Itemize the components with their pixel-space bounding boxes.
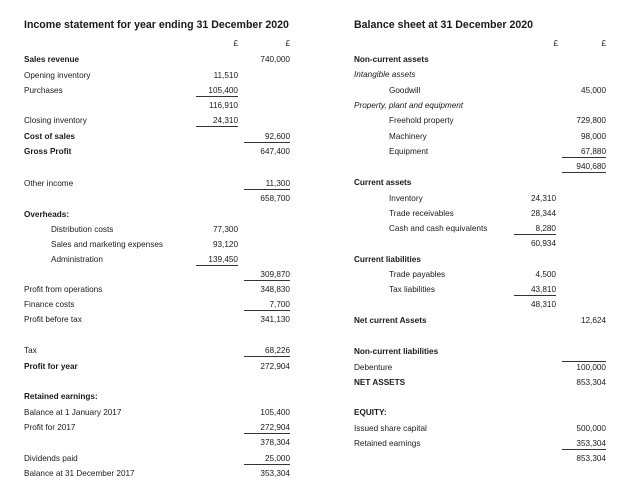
overheads-label: Overheads: (24, 210, 70, 219)
finance-costs-label: Finance costs (24, 300, 75, 309)
equity-label: EQUITY: (354, 408, 387, 417)
profit-2017-value: 272,904 (244, 422, 290, 434)
freehold-value: 729,800 (576, 116, 606, 125)
inventory-label: Inventory (389, 194, 423, 203)
dividends-paid-label: Dividends paid (24, 454, 78, 463)
profit-2017-label: Profit for 2017 (24, 423, 76, 432)
sales-marketing-value: 93,120 (212, 240, 238, 249)
dividends-paid-value: 25,000 (244, 453, 290, 465)
net-assets-value: 853,304 (576, 378, 606, 387)
sales-revenue-label: Sales revenue (24, 55, 80, 64)
share-capital-label: Issued share capital (354, 424, 427, 433)
profit-operations-value: 348,830 (260, 285, 290, 294)
equipment-label: Equipment (389, 147, 429, 156)
cash-value: 8,280 (514, 223, 556, 235)
trade-receivables-label: Trade receivables (389, 209, 454, 218)
current-assets-label: Current assets (354, 178, 412, 187)
debenture-value: 100,000 (562, 361, 606, 373)
profit-before-tax-label: Profit before tax (24, 315, 82, 324)
sales-marketing-label: Sales and marketing expenses (51, 240, 163, 249)
closing-inventory-label: Closing inventory (24, 116, 87, 125)
currency-header-col1: £ (233, 39, 238, 48)
finance-costs-value: 7,700 (244, 299, 290, 311)
bs-currency-col1: £ (553, 39, 558, 48)
tax-liabilities-label: Tax liabilities (389, 285, 435, 294)
trade-payables-label: Trade payables (389, 270, 446, 279)
net-current-assets-label: Net current Assets (354, 316, 427, 325)
share-capital-value: 500,000 (576, 424, 606, 433)
retained-earnings-heading: Retained earnings: (24, 392, 98, 401)
equipment-value: 67,880 (562, 146, 606, 158)
administration-label: Administration (51, 255, 103, 264)
tax-value: 68,226 (244, 345, 290, 357)
gross-profit-label: Gross Profit (24, 147, 72, 156)
machinery-value: 98,000 (580, 132, 606, 141)
overheads-total-value: 309,870 (244, 269, 290, 281)
trade-receivables-value: 28,344 (530, 209, 556, 218)
balance-start-value: 105,400 (260, 408, 290, 417)
sales-revenue-value: 740,000 (260, 55, 290, 64)
currency-header-col2: £ (285, 39, 290, 48)
equity-total-value: 853,304 (576, 454, 606, 463)
profit-before-tax-value: 341,130 (260, 315, 290, 324)
retained-earnings-label: Retained earnings (354, 439, 421, 448)
purchases-value: 105,400 (196, 85, 238, 97)
tax-label: Tax (24, 346, 37, 355)
opening-inventory-label: Opening inventory (24, 71, 91, 80)
machinery-label: Machinery (389, 132, 427, 141)
goodwill-label: Goodwill (389, 86, 421, 95)
after-other-income-value: 658,700 (260, 194, 290, 203)
inventory-value: 24,310 (530, 194, 556, 203)
profit-for-year-label: Profit for year (24, 362, 78, 371)
tax-liabilities-value: 43,810 (514, 284, 556, 296)
balance-sheet-title: Balance sheet at 31 December 2020 (354, 19, 534, 31)
intangible-assets-label: Intangible assets (354, 70, 416, 79)
cost-of-sales-value: 92,600 (244, 131, 290, 143)
freehold-label: Freehold property (389, 116, 454, 125)
current-liabilities-total-value: 48,310 (530, 300, 556, 309)
distribution-costs-label: Distribution costs (51, 225, 114, 234)
administration-value: 139,450 (196, 254, 238, 266)
debenture-label: Debenture (354, 363, 393, 372)
goodwill-value: 45,000 (580, 86, 606, 95)
balance-start-label: Balance at 1 January 2017 (24, 408, 122, 417)
cash-label: Cash and cash equivalents (389, 224, 488, 233)
other-income-label: Other income (24, 179, 74, 188)
income-statement-title: Income statement for year ending 31 December 2020 (24, 19, 289, 31)
retained-subtotal-value: 378,304 (260, 438, 290, 447)
balance-end-label: Balance at 31 December 2017 (24, 469, 135, 478)
current-liabilities-label: Current liabilities (354, 255, 421, 264)
opening-inventory-value: 11,510 (213, 71, 238, 80)
cost-of-sales-label: Cost of sales (24, 132, 75, 141)
non-current-assets-label: Non-current assets (354, 55, 429, 64)
bs-currency-col2: £ (601, 39, 606, 48)
retained-earnings-value: 353,304 (562, 438, 606, 450)
cogs-subtotal-value: 116,910 (209, 101, 238, 110)
non-current-liabilities-label: Non-current liabilities (354, 347, 439, 356)
net-assets-label: NET ASSETS (354, 378, 406, 387)
trade-payables-value: 4,500 (535, 270, 556, 279)
profit-for-year-value: 272,904 (260, 362, 290, 371)
purchases-label: Purchases (24, 86, 63, 95)
nca-total-value: 940,680 (562, 161, 606, 173)
current-assets-total-value: 60,934 (530, 239, 556, 248)
ppe-label: Property, plant and equipment (354, 101, 464, 110)
other-income-value: 11,300 (244, 178, 290, 190)
net-current-assets-value: 12,624 (580, 316, 606, 325)
profit-operations-label: Profit from operations (24, 285, 103, 294)
distribution-costs-value: 77,300 (212, 225, 238, 234)
gross-profit-value: 647,400 (260, 147, 290, 156)
balance-end-value: 353,304 (260, 469, 290, 478)
closing-inventory-value: 24,310 (196, 115, 238, 127)
